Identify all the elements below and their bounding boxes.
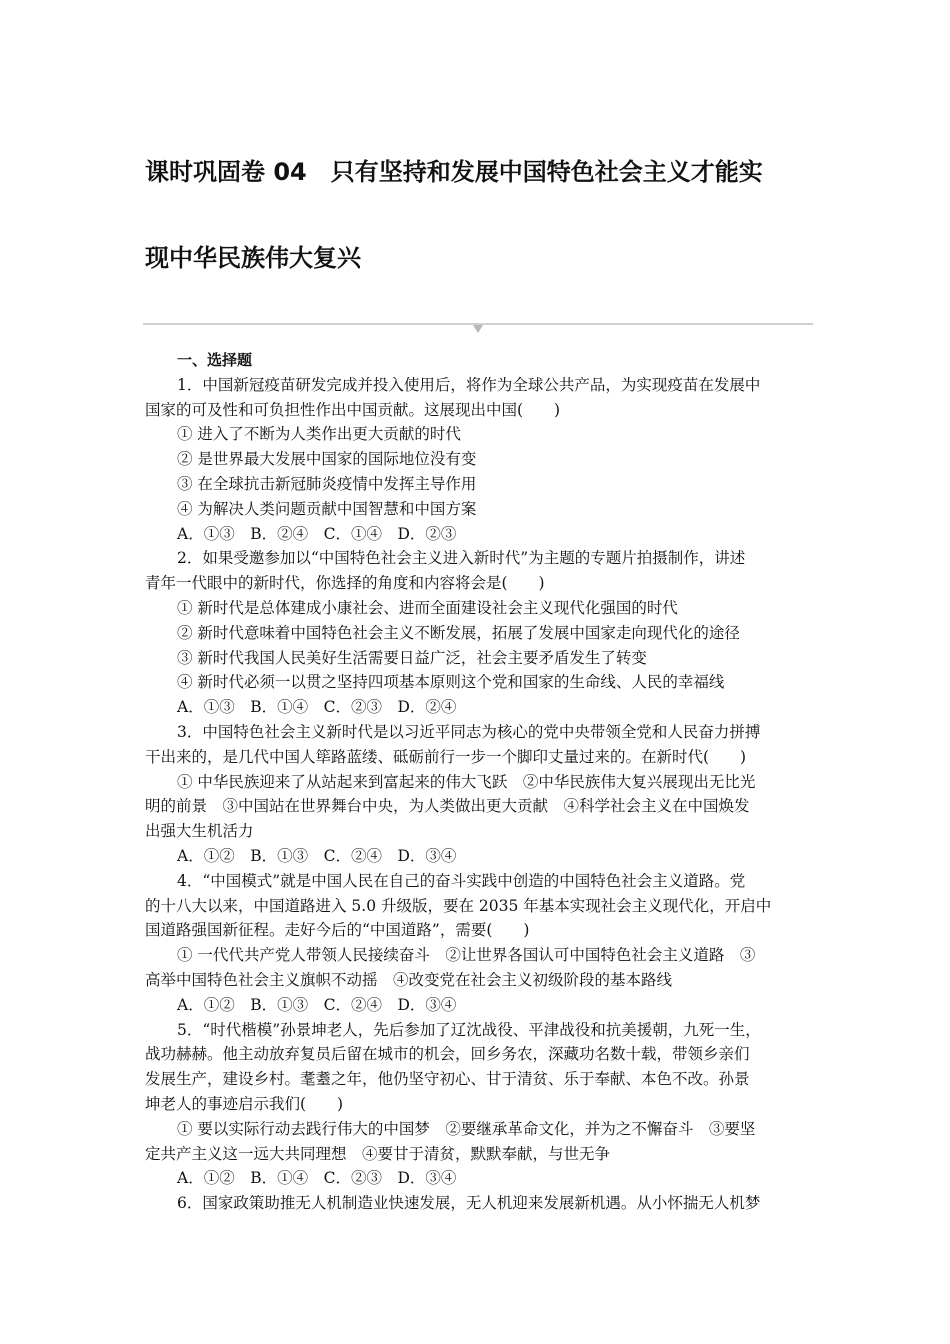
text-line: A．①② B．①④ C．②③ D．③④ bbox=[177, 1169, 457, 1188]
text-line: ② 新时代意味着中国特色社会主义不断发展，拓展了发展中国家走向现代化的途径 bbox=[177, 623, 740, 642]
section-heading: 一、选择题 bbox=[177, 351, 253, 369]
text-line: 6．国家政策助推无人机制造业快速发展，无人机迎来发展新机遇。从小怀揣无人机梦 bbox=[177, 1194, 761, 1213]
text-line: 干出来的，是几代中国人筚路蓝缕、砥砺前行一步一个脚印丈量过来的。在新时代( ) bbox=[145, 747, 747, 766]
text-line: 战功赫赫。他主动放弃复员后留在城市的机会，回乡务农，深藏功名数十载，带领乡亲们 bbox=[145, 1045, 750, 1064]
text-line: ① 要以实际行动去践行伟大的中国梦 ②要继承革命文化，并为之不懈奋斗 ③要坚 bbox=[177, 1119, 756, 1138]
text-line: 国家的可及性和可负担性作出中国贡献。这展现出中国( ) bbox=[145, 400, 561, 419]
text-line: A．①② B．①③ C．②④ D．③④ bbox=[177, 995, 457, 1014]
text-line: ③ 在全球抗击新冠肺炎疫情中发挥主导作用 bbox=[177, 474, 477, 493]
text-line: A．①③ B．②④ C．①④ D．②③ bbox=[177, 524, 457, 543]
document-body bbox=[145, 348, 810, 1216]
document-title-line-1: 课时巩固卷 04 只有坚持和发展中国特色社会主义才能实 bbox=[145, 158, 763, 186]
text-line: ④ 为解决人类问题贡献中国智慧和中国方案 bbox=[177, 499, 477, 518]
text-line: 青年一代眼中的新时代，你选择的角度和内容将会是( ) bbox=[145, 574, 545, 593]
text-line: 1．中国新冠疫苗研发完成并投入使用后，将作为全球公共产品，为实现疫苗在发展中 bbox=[177, 375, 761, 394]
text-line: ② 是世界最大发展中国家的国际地位没有变 bbox=[177, 450, 477, 469]
text-line: A．①③ B．①④ C．②③ D．②④ bbox=[177, 698, 457, 717]
text-line: 3．中国特色社会主义新时代是以习近平同志为核心的党中央带领全党和人民奋力拼搏 bbox=[177, 722, 761, 741]
text-line: 高举中国特色社会主义旗帜不动摇 ④改变党在社会主义初级阶段的基本路线 bbox=[145, 970, 673, 989]
text-line: 明的前景 ③中国站在世界舞台中央，为人类做出更大贡献 ④科学社会主义在中国焕发 bbox=[145, 797, 750, 816]
text-line: 国道路强国新征程。走好今后的“中国道路”，需要( ) bbox=[145, 921, 530, 940]
text-line: A．①② B．①③ C．②④ D．③④ bbox=[177, 846, 457, 865]
divider-triangle-icon bbox=[473, 325, 483, 333]
text-line: ① 新时代是总体建成小康社会、进而全面建设社会主义现代化强国的时代 bbox=[177, 598, 678, 617]
text-line: 5．“时代楷模”孙景坤老人，先后参加了辽沈战役、平津战役和抗美援朝，九死一生， bbox=[177, 1020, 761, 1039]
text-line: 定共产主义这一远大共同理想 ④要甘于清贫，默默奉献，与世无争 bbox=[145, 1144, 611, 1163]
text-line: ① 进入了不断为人类作出更大贡献的时代 bbox=[177, 425, 461, 444]
text-line: ① 中华民族迎来了从站起来到富起来的伟大飞跃 ②中华民族伟大复兴展现出无比光 bbox=[177, 772, 756, 791]
text-line: 4．“中国模式”就是中国人民在自己的奋斗实践中创造的中国特色社会主义道路。党 bbox=[177, 871, 746, 890]
document-title-line-2: 现中华民族伟大复兴 bbox=[145, 244, 361, 272]
text-line: 出强大生机活力 bbox=[145, 822, 254, 841]
text-line: ③ 新时代我国人民美好生活需要日益广泛，社会主要矛盾发生了转变 bbox=[177, 648, 647, 667]
text-line: 2．如果受邀参加以“中国特色社会主义进入新时代”为主题的专题片拍摄制作，讲述 bbox=[177, 549, 746, 568]
text-line: 坤老人的事迹启示我们( ) bbox=[145, 1094, 344, 1113]
question-lines bbox=[145, 373, 810, 1216]
text-line: ④ 新时代必须一以贯之坚持四项基本原则这个党和国家的生命线、人民的幸福线 bbox=[177, 673, 725, 692]
text-line: 的十八大以来，中国道路进入 5.0 升级版，要在 2035 年基本实现社会主义现代化，开启中 bbox=[145, 896, 772, 915]
text-line: ① 一代代共产党人带领人民接续奋斗 ②让世界各国认可中国特色社会主义道路 ③ bbox=[177, 946, 756, 965]
text-line: 发展生产，建设乡村。耄耋之年，他仍坚守初心、甘于清贫、乐于奉献、本色不改。孙景 bbox=[145, 1070, 750, 1089]
